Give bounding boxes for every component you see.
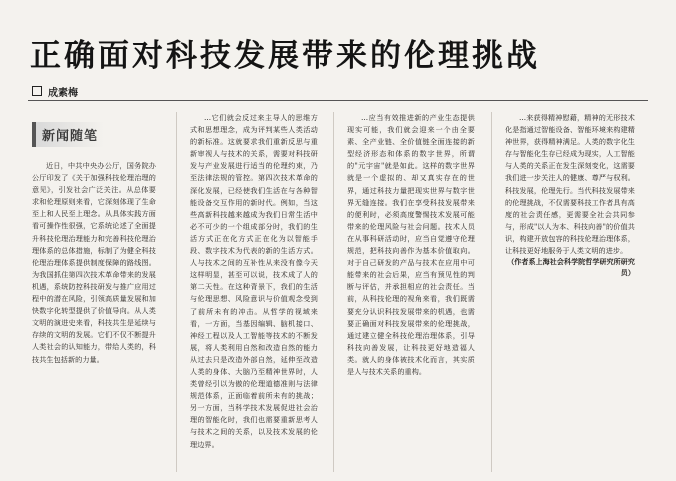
- article-headline: 正确面对科技发展带来的伦理挑战: [30, 38, 540, 74]
- section-label-text: 新闻随笔: [32, 122, 104, 147]
- byline-box-icon: [32, 86, 42, 96]
- author-credit: （作者系上海社会科学院哲学研究所研究员）: [507, 258, 635, 278]
- article-column-3: [347, 112, 475, 472]
- column-divider: [333, 112, 334, 472]
- byline: [32, 84, 78, 98]
- article-column-4: [505, 112, 635, 472]
- column-2-text: …它们就会反过来主导人的思维方式和思想理念，成为评判某些人类活动的新标准。这就要求我们重新反思与重新审视人与技术的关系，需要对科技研发与产业发展进行适当的伦理约束，乃至法律法规的管控。第四次技术革命的深化发展，已经使我们生活在与各种智能设备交互作用的新时代。例如，当这些高新科技越来越成为我们日常生活中必不可少的一个组成部分时，我们的生活方式正在化方式正在化为以智能手段、数字技术为代表的新的生活方式。人与技术之间的互补性从来没有像今天这样明显，甚至可以说，技术成了人的第二天性。在这种背景下，我们的生活与伦理思想、风险意识与价值观念受到了前所未有的冲击。从哲学的视域来看，一方面，当基因编辑、脑机接口、神经工程以及人工智能等技术的不断发展，将人类利用自然和改造自然的能力从过去只是改造外部自然，延伸至改造人类的身体、大脑乃至精神世界时，人类曾经引以为傲的伦理道德准则与法律规范体系，正面临着前所未有的挑战；另一方面，当科学技术发展促进社会治理的智能化时，我们也需要重新思考人与技术之间的关系，以及技术发展的伦理边界。: [190, 113, 318, 449]
- byline-author: 成素梅: [48, 87, 78, 99]
- column-4-text: …来获得精神慰藉，精神的无形技术化是指通过智能设备、智能环境来构建精神世界，获得精神满足。人类的数字化生存与智能化生存已经成为现实，人工智能与人类的关系正在发生深刻变化，这需要我们进一步关注人的健康、尊严与权利。科技发展，伦理先行。当代科技发展带来的伦理挑战，不仅需要科技工作者具有高度的社会责任感，更需要全社会共同参与，形成"以人为本、科技向善"的价值共识，构建开放包容的科技伦理治理体系，让科技更好地服务于人类文明的进步。: [505, 113, 635, 256]
- column-3-text: …应当有效推进新的产业生态提供现实可能，我们就会迎来一个由全要素、全产业链、全价值链全面连接的新型经济形态和体系的数字世界，所谓的"元宇宙"就是如此。这样的数字世界就是一个虚拟的、却又真实存在的世界，通过科技力量把现实世界与数字世界无缝连接。我们在享受科技发展带来的便利时，必须高度警惕技术发展可能带来的伦理风险与社会问题。技术人员在从事科研活动时，应当自觉遵守伦理规范，把科技向善作为基本价值取向。对于自己研发的产品与技术在应用中可能带来的社会后果，应当有预见性的判断与评估，并承担相应的社会责任。当前，从科技伦理的视角来看，我们既需要充分认识科技发展带来的机遇，也需要正确面对科技发展带来的伦理挑战，通过建立健全科技伦理治理体系，引导科技向善发展，让科技更好地造福人类。就人的身体被技术化而言，其实质是人与技术关系的重构。: [347, 113, 475, 376]
- section-label: [32, 118, 156, 150]
- article-column-2: [190, 112, 318, 472]
- column-1-text: 近日，中共中央办公厅，国务院办公厅印发了《关于加强科技伦理治理的意见》，引发社会广泛关注。从总体要求和伦理原则来看，它深刻体现了生命至上和人民至上理念。从具体实践方面看可操作性很强，它系统论述了全面提升科技伦理治理能力和完善科技伦理治理体系的总体措施，标制了为健全科技伦理治理体系提供制度保障的路线图。为我国抓住第四次技术革命带来的发展机遇，系统防控科技研发与推广应用过程中的潜在风险，引领高质量发展和加快数字化转型提供了价值导向。从人类文明的演进史来看，科技共生是延续与存续的文明的发展。它们不仅不断提升人类社会的认知能力，带给人类的，科技共生包括新的力量。: [32, 161, 156, 364]
- article-column-1: [32, 160, 156, 470]
- column-divider: [491, 112, 492, 472]
- column-divider: [176, 112, 177, 472]
- headline-divider: [28, 100, 648, 101]
